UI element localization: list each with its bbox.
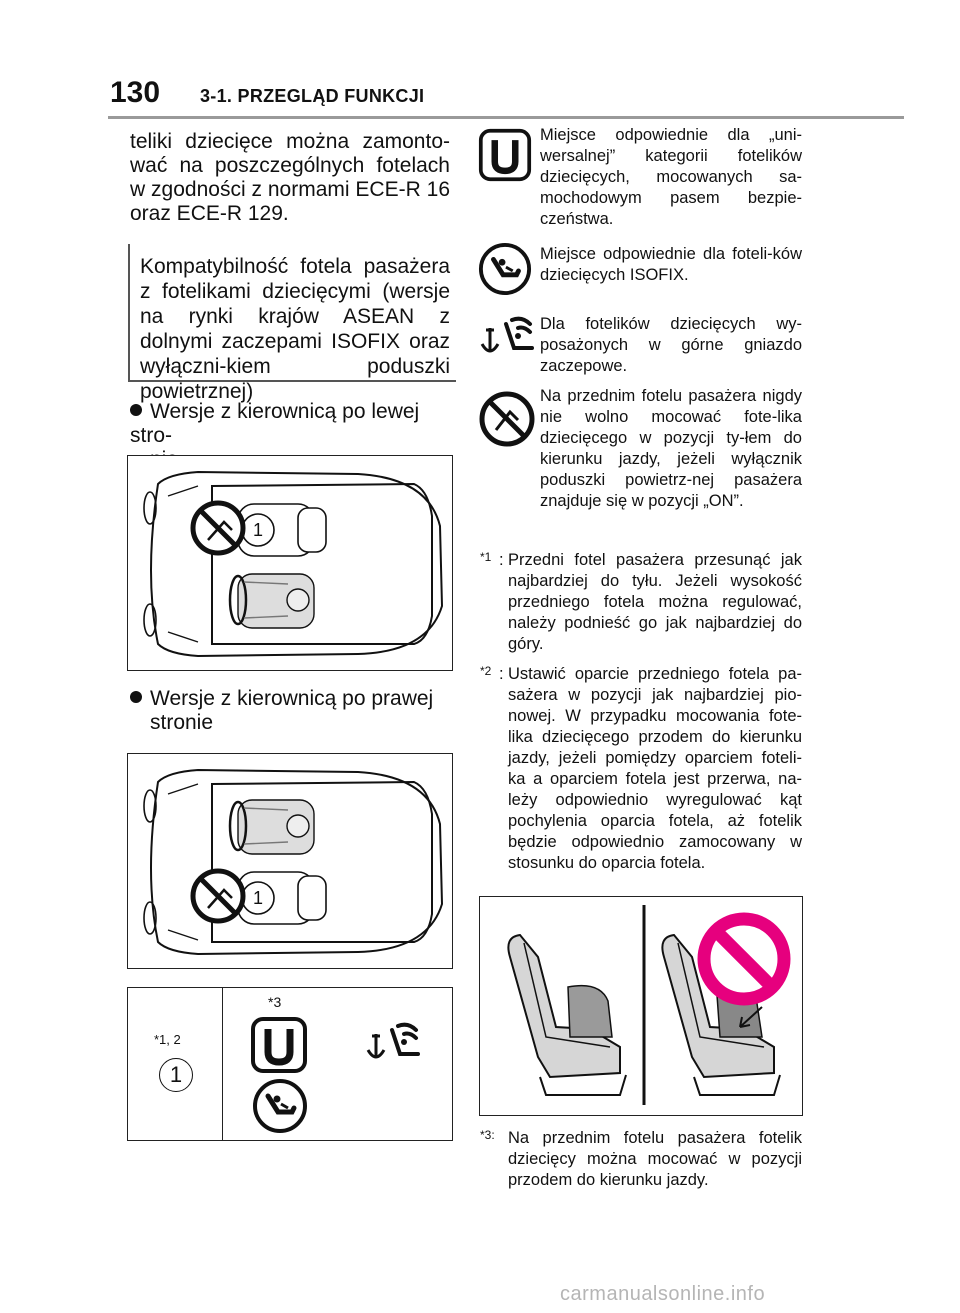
rhd-car-diagram: [127, 753, 453, 969]
seat-label-1: 1: [252, 888, 264, 908]
column-mark: *3: [268, 994, 282, 1010]
seat-label-1: 1: [252, 520, 264, 540]
bullet-dot-icon: [130, 404, 142, 416]
legend-isofix-text: Miejsce odpowiednie dla foteli-ków dziecięcych ISOFIX.: [540, 245, 802, 284]
bullet-rhd: Wersje z kierownicą po prawej stronie: [130, 687, 450, 735]
header-rule: [108, 116, 904, 119]
legend-no-rear-facing-icon: [478, 390, 536, 453]
page-number: 130: [110, 76, 161, 109]
legend-top-tether-icon: [478, 314, 538, 369]
isofix-seat-icon: [252, 1078, 308, 1139]
compatibility-table: [127, 987, 453, 1141]
legend-no-rear-facing-text: Na przednim fotelu pasażera nigdy nie wolno mocować fote-lika dziecięcego w pozycji ty-łem do kierunku jazdy, jeżeli wyłącznik poduszki powietrz-nej pasażera znajduje się w pozycji „ON”.: [540, 387, 802, 510]
row-label-seat: 1: [159, 1058, 193, 1092]
section-title: 3-1. PRZEGLĄD FUNKCJI: [200, 86, 425, 106]
row-label-mark: *1, 2: [154, 1032, 181, 1047]
table-divider: [222, 988, 223, 1140]
compatibility-heading: Kompatybilność fotela pasażera z fotelikami dziecięcymi (wersje na rynki krajów ASEAN z dolnymi zaczepami ISOFIX oraz wyłączni-kiem poduszki powietrznej): [140, 255, 450, 403]
legend-top-tether-text: Dla fotelików dziecięcych wy-posażonych w górne gniazdo zaczepowe.: [540, 315, 802, 375]
seat-gap-illustration: [479, 896, 803, 1116]
legend-universal-u-icon: [478, 128, 532, 187]
legend-universal-text: Miejsce odpowiednie dla „uni-wersalnej” kategorii fotelików dziecięcych, mocowanych sa-mochodowym pasem bezpie-czeństwa.: [540, 126, 802, 228]
footnote-2: *2 : Ustawić oparcie przedniego fotela pa-sażera w pozycji jak najbardziej pio-nowej. W przypadku mocowania fote-lika dziecięcego przodem do kierunku jazdy, jeżeli pomiędzy oparciem foteli-ka a oparciem fotela jest przerwa, na-leży odpowiednio wyregulować kąt pochylenia oparcia fotela, aż fotelik będzie odpowiednio zamocowany w stosunku do oparcia fotela.: [480, 664, 802, 872]
universal-u-icon: [250, 1016, 308, 1079]
top-tether-icon: [364, 1020, 424, 1075]
bullet-lhd: Wersje z kierownicą po lewej stro-: [130, 400, 420, 447]
watermark: carmanualsonline.info: [560, 1283, 766, 1305]
footnote-3: *3: Na przednim fotelu pasażera fotelik dziecięcy można mocować w pozycji przodem do kierunku jazdy.: [480, 1128, 802, 1189]
legend-isofix-seat-icon: [478, 242, 532, 301]
bullet-dot-icon: [130, 691, 142, 703]
lhd-car-diagram: [127, 455, 453, 671]
footnote-1: *1 : Przedni fotel pasażera przesunąć jak najbardziej do tyłu. Jeżeli wysokość przedniego fotela można regulować, należy podnieść go jak najbardziej do góry.: [480, 550, 802, 653]
intro-paragraph: teliki dziecięce można zamonto-wać na poszczególnych fotelach w zgodności z normami ECE-R 16 oraz ECE-R 129.: [130, 130, 450, 225]
